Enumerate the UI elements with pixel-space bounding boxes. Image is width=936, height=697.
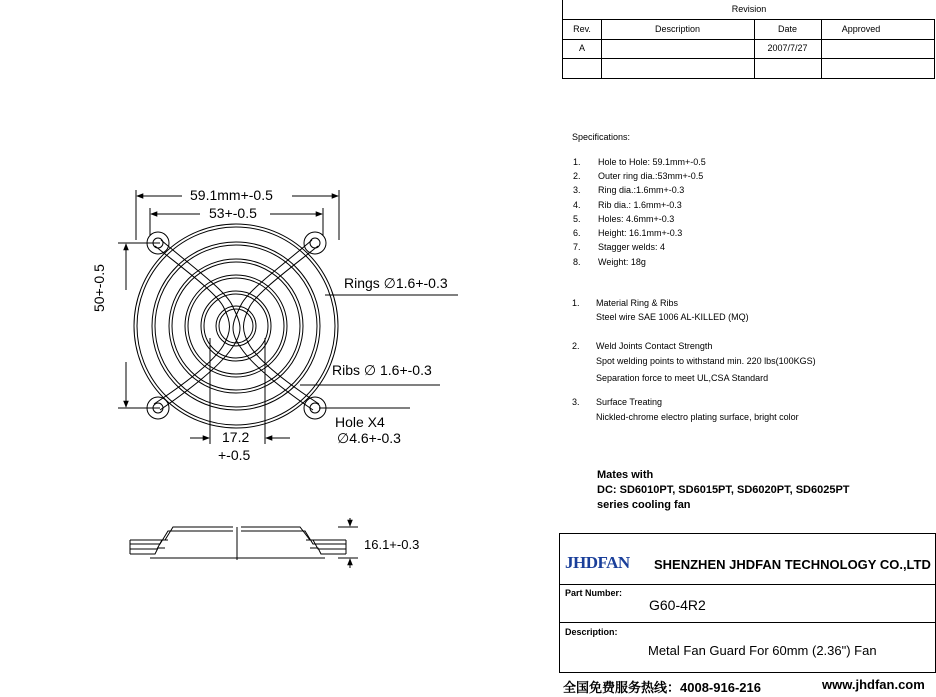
spec-item: Height: 16.1mm+-0.3 xyxy=(598,228,683,238)
dim-hole-to-hole: 59.1mm+-0.5 xyxy=(190,187,273,203)
note-line: Spot welding points to withstand min. 220 lbs(100KGS) xyxy=(596,356,816,366)
description-label: Description: xyxy=(565,627,618,637)
specifications-heading: Specifications: xyxy=(572,132,631,142)
spec-item: Weight: 18g xyxy=(598,257,646,267)
divider xyxy=(560,622,935,623)
spec-item: Rib dia.: 1.6mm+-0.3 xyxy=(598,200,682,210)
divider xyxy=(934,20,935,78)
spec-num: 2. xyxy=(573,171,581,181)
company-name: SHENZHEN JHDFAN TECHNOLOGY CO.,LTD xyxy=(654,557,931,572)
side-view xyxy=(130,527,358,560)
dim-height-side: 50+-0.5 xyxy=(91,264,107,312)
note-line: Nickled-chrome electro plating surface, bright color xyxy=(596,412,799,422)
website: www.jhdfan.com xyxy=(822,677,925,692)
rev-header-date: Date xyxy=(777,24,797,34)
note-title: Material Ring & Ribs xyxy=(596,298,679,308)
rev-header-description: Description xyxy=(654,24,701,34)
dim-hole-label: Hole X4 xyxy=(335,414,385,430)
spec-item: Hole to Hole: 59.1mm+-0.5 xyxy=(598,157,706,167)
divider xyxy=(563,58,935,59)
spec-num: 1. xyxy=(573,157,581,167)
note-title: Weld Joints Contact Strength xyxy=(596,341,713,351)
spec-item: Ring dia.:1.6mm+-0.3 xyxy=(598,185,685,195)
dim-inner-tolerance: +-0.5 xyxy=(218,447,251,463)
note-line: Steel wire SAE 1006 AL-KILLED (MQ) xyxy=(596,312,749,322)
spec-num: 6. xyxy=(573,228,581,238)
revision-table xyxy=(562,0,935,79)
spec-num: 4. xyxy=(573,200,581,210)
rev-cell-rev: A xyxy=(578,43,585,53)
rev-header-approved: Approved xyxy=(841,24,881,34)
title-block xyxy=(559,533,936,673)
hotline: 全国免费服务热线：4008-916-216 xyxy=(563,680,761,695)
divider xyxy=(563,19,935,20)
description-value: Metal Fan Guard For 60mm (2.36") Fan xyxy=(648,643,877,658)
revision-title: Revision xyxy=(731,4,767,14)
spec-num: 8. xyxy=(573,257,581,267)
dim-rings: Rings ∅1.6+-0.3 xyxy=(344,275,448,291)
note-num: 2. xyxy=(572,341,580,351)
mates-series: series cooling fan xyxy=(597,499,691,511)
spec-item: Outer ring dia.:53mm+-0.5 xyxy=(598,171,704,181)
divider xyxy=(563,39,935,40)
part-number-label: Part Number: xyxy=(565,588,623,598)
note-num: 3. xyxy=(572,397,580,407)
note-line: Separation force to meet UL,CSA Standard xyxy=(596,373,769,383)
divider xyxy=(560,584,935,585)
spec-item: Holes: 4.6mm+-0.3 xyxy=(598,214,675,224)
dim-outer-ring: 53+-0.5 xyxy=(209,205,257,221)
spec-num: 3. xyxy=(573,185,581,195)
spec-item: Stagger welds: 4 xyxy=(598,242,666,252)
dim-height: 16.1+-0.3 xyxy=(364,537,420,552)
rev-header-rev: Rev. xyxy=(573,24,591,34)
spec-num: 5. xyxy=(573,214,581,224)
spec-num: 7. xyxy=(573,242,581,252)
dim-ribs: Ribs ∅ 1.6+-0.3 xyxy=(332,362,432,378)
rev-cell-date: 2007/7/27 xyxy=(767,43,808,53)
dim-inner: 17.2 xyxy=(222,429,250,445)
company-logo: JHDFAN xyxy=(565,553,630,572)
dim-hole-value: ∅4.6+-0.3 xyxy=(337,430,401,446)
mates-models: DC: SD6010PT, SD6015PT, SD6020PT, SD6025PT xyxy=(597,484,850,496)
part-number: G60-4R2 xyxy=(649,597,706,613)
note-title: Surface Treating xyxy=(596,397,663,407)
note-num: 1. xyxy=(572,298,580,308)
mates-heading: Mates with xyxy=(597,469,654,481)
